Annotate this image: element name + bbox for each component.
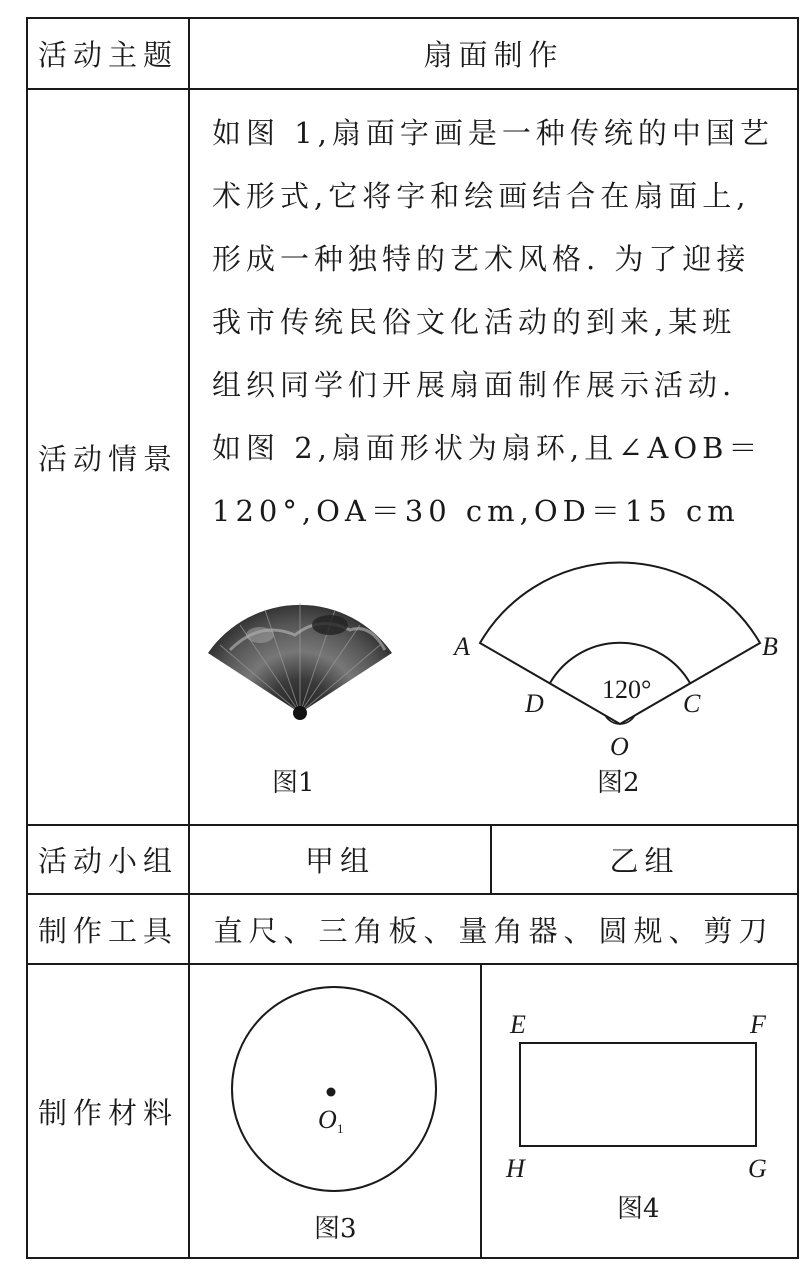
figure-3-caption: 图3 [314, 1214, 357, 1244]
scenario-line: 120°,OA＝30 cm,OD＝15 cm [212, 494, 740, 528]
topic-value: 扇面制作 [423, 38, 564, 72]
scenario-line: 我市传统民俗文化活动的到来,某班 [212, 305, 737, 339]
tools-value: 直尺、三角板、量角器、圆规、剪刀 [213, 913, 774, 948]
angle-label: 120° [602, 675, 652, 704]
circle-material-diagram [225, 985, 445, 1205]
point-B-label: B [762, 632, 778, 661]
point-F-label: F [750, 1010, 766, 1039]
point-D-label: D [525, 689, 544, 718]
border-bottom [26, 1257, 799, 1259]
fan-ring-diagram [440, 550, 800, 760]
fan-painting-image [200, 595, 400, 725]
label-column-divider [188, 17, 190, 1259]
groups-label: 活动小组 [37, 844, 178, 878]
point-A-label: A [454, 632, 470, 661]
tools-label: 制作工具 [37, 913, 178, 948]
scenario-line: 如图 2,扇面形状为扇环,且∠AOB＝ [212, 431, 763, 465]
scenario-line: 形成一种独特的艺术风格. 为了迎接 [212, 242, 751, 276]
point-G-label: G [748, 1154, 767, 1183]
center-O1-label: O [318, 1105, 337, 1134]
topic-label: 活动主题 [37, 38, 178, 72]
scenario-line: 组织同学们开展扇面制作展示活动. [212, 368, 737, 402]
point-E-label: E [510, 1010, 526, 1039]
point-C-label: C [683, 689, 701, 718]
scenario-paragraph [212, 102, 792, 543]
scenario-line: 如图 1,扇面字画是一种传统的中国艺 [212, 116, 774, 150]
figure-1-caption: 图1 [272, 768, 315, 798]
point-O-label: O [610, 732, 629, 760]
scenario-label: 活动情景 [37, 441, 178, 476]
rectangle-material-diagram [500, 1005, 790, 1185]
scenario-line: 术形式,它将字和绘画结合在扇面上, [212, 179, 751, 213]
point-H-label: H [506, 1154, 525, 1183]
group-b: 乙组 [609, 844, 680, 878]
figure-4-caption: 图4 [617, 1194, 660, 1224]
center-O1-subscript: 1 [337, 1121, 344, 1136]
materials-label: 制作材料 [37, 1095, 178, 1130]
material-column-divider [480, 963, 482, 1259]
figure-2-caption: 图2 [597, 768, 640, 798]
group-a: 甲组 [304, 844, 375, 878]
